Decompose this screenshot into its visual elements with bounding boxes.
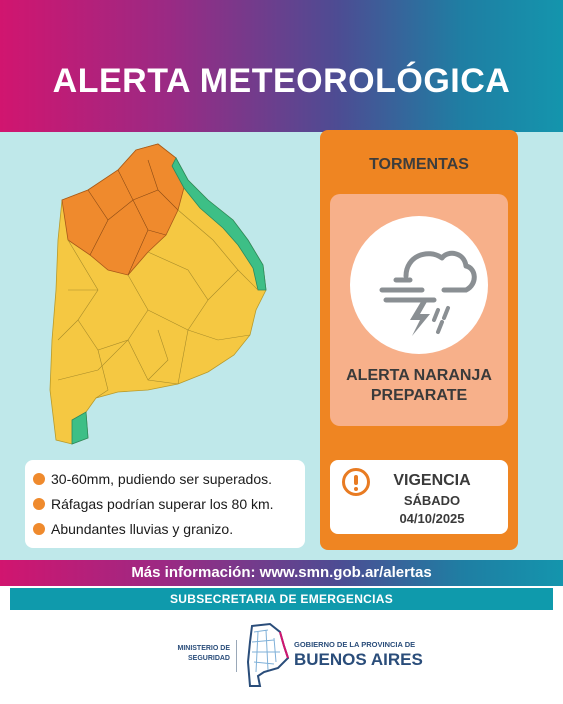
alert-level [330,366,508,406]
validity-day: SÁBADO [403,493,461,508]
info-link[interactable]: Más información: www.smn.gob.ar/alertas [131,564,432,581]
legend-item [33,491,297,516]
legend-text: Abundantes lluvias y granizo. [51,520,234,537]
page-title: ALERTA METEOROLÓGICA [52,62,511,100]
validity-date: 04/10/2025 [399,511,465,526]
alert-card [330,194,508,426]
ministry-logo-text [150,644,230,664]
province-map [38,140,278,450]
info-bar [0,560,563,586]
ministry-line2: SEGURIDAD [187,655,230,662]
subsecretary-bar [10,588,553,610]
alert-level-line1: ALERTA NARANJA [346,367,492,384]
warning-icon [342,468,370,496]
alert-panel [320,130,518,550]
legend-box [25,460,305,548]
alert-level-line2: PREPARATE [370,387,468,404]
validity-title: VIGENCIA [393,472,471,489]
legend-item [33,516,297,541]
province-logo-icon [244,622,290,688]
gov-big-text: BUENOS AIRES [294,650,423,669]
panel-title: TORMENTAS [369,156,469,173]
storm-cloud-icon [350,216,488,354]
footer [0,612,563,704]
footer-divider [236,640,237,672]
legend-text: 30-60mm, pudiendo ser superados. [51,470,273,487]
header-banner [0,0,563,132]
validity-box [330,460,508,534]
ministry-line1: MINISTERIO DE [177,645,230,652]
orange-bullet-icon [33,523,45,535]
legend-text: Ráfagas podrían superar los 80 km. [51,495,274,512]
subsecretary-text: SUBSECRETARIA DE EMERGENCIAS [169,592,394,606]
gov-small-text: GOBIERNO DE LA PROVINCIA DE [294,640,416,649]
orange-bullet-icon [33,498,45,510]
legend-item [33,466,297,491]
orange-bullet-icon [33,473,45,485]
